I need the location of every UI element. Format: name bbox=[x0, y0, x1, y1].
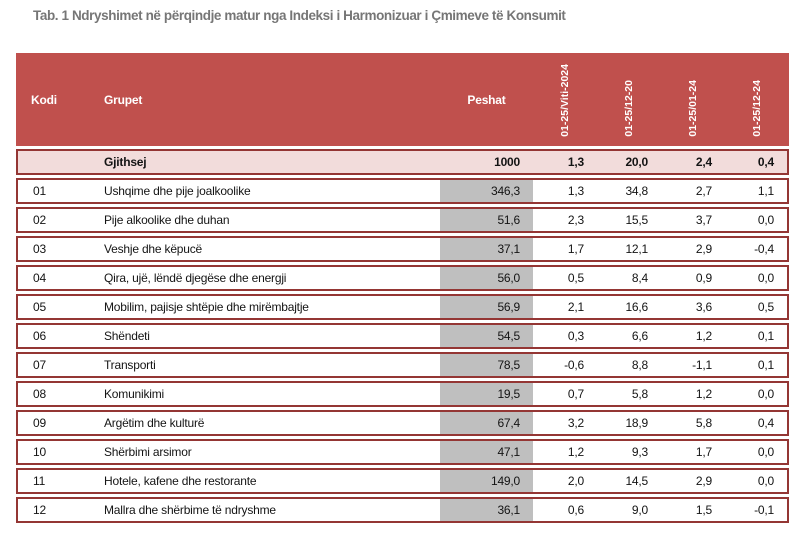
table-row bbox=[16, 439, 789, 465]
row-group: Shëndeti bbox=[100, 323, 440, 349]
header-period-3 bbox=[661, 53, 725, 146]
row-value: 1,1 bbox=[725, 178, 789, 204]
row-value: 1,5 bbox=[661, 497, 725, 523]
row-code: 02 bbox=[16, 207, 100, 233]
row-code: 04 bbox=[16, 265, 100, 291]
row-value: 20,0 bbox=[597, 149, 661, 175]
row-group: Shërbimi arsimor bbox=[100, 439, 440, 465]
row-group: Komunikimi bbox=[100, 381, 440, 407]
header-kodi: Kodi bbox=[16, 53, 100, 146]
row-value: 1,7 bbox=[661, 439, 725, 465]
row-value: 0,5 bbox=[725, 294, 789, 320]
header-period-4 bbox=[725, 53, 789, 146]
rotated-period-label: 01-25/12-20 bbox=[623, 80, 635, 137]
table-row bbox=[16, 265, 789, 291]
row-value: 0,9 bbox=[661, 265, 725, 291]
row-value: 0,4 bbox=[725, 410, 789, 436]
header-period-1 bbox=[533, 53, 597, 146]
header-period-2 bbox=[597, 53, 661, 146]
row-value: 16,6 bbox=[597, 294, 661, 320]
total-row bbox=[16, 149, 789, 175]
row-value: 0,0 bbox=[725, 207, 789, 233]
row-value: 3,6 bbox=[661, 294, 725, 320]
row-value: 5,8 bbox=[597, 381, 661, 407]
row-code: 06 bbox=[16, 323, 100, 349]
table-row bbox=[16, 468, 789, 494]
row-value: 9,3 bbox=[597, 439, 661, 465]
table-body bbox=[16, 149, 789, 523]
row-value: 34,8 bbox=[597, 178, 661, 204]
row-value: -0,4 bbox=[725, 236, 789, 262]
table-title: Tab. 1 Ndryshimet në përqindje matur nga Indeksi i Harmonizuar i Çmimeve të Konsumit bbox=[33, 8, 566, 23]
row-value: -0,1 bbox=[725, 497, 789, 523]
row-value: 2,9 bbox=[661, 236, 725, 262]
row-weight: 56,9 bbox=[440, 294, 533, 320]
row-code: 08 bbox=[16, 381, 100, 407]
table-row bbox=[16, 381, 789, 407]
rotated-period-label: 01-25/01-24 bbox=[687, 80, 699, 137]
row-group: Argëtim dhe kulturë bbox=[100, 410, 440, 436]
row-code: 07 bbox=[16, 352, 100, 378]
row-code: 11 bbox=[16, 468, 100, 494]
row-group: Mobilim, pajisje shtëpie dhe mirëmbajtje bbox=[100, 294, 440, 320]
row-weight: 1000 bbox=[440, 149, 533, 175]
row-value: 15,5 bbox=[597, 207, 661, 233]
rotated-period-label: 01-25/12-24 bbox=[751, 80, 763, 137]
table-row bbox=[16, 207, 789, 233]
row-group: Hotele, kafene dhe restorante bbox=[100, 468, 440, 494]
row-value: 0,7 bbox=[533, 381, 597, 407]
row-value: 8,4 bbox=[597, 265, 661, 291]
row-value: 0,6 bbox=[533, 497, 597, 523]
row-value: 2,4 bbox=[661, 149, 725, 175]
row-value: 5,8 bbox=[661, 410, 725, 436]
row-value: 3,2 bbox=[533, 410, 597, 436]
row-weight: 54,5 bbox=[440, 323, 533, 349]
row-group: Gjithsej bbox=[100, 149, 440, 175]
row-value: 18,9 bbox=[597, 410, 661, 436]
row-value: 2,3 bbox=[533, 207, 597, 233]
row-value: -1,1 bbox=[661, 352, 725, 378]
row-value: 1,3 bbox=[533, 149, 597, 175]
row-code bbox=[16, 149, 100, 175]
table-row bbox=[16, 352, 789, 378]
row-value: 14,5 bbox=[597, 468, 661, 494]
row-value: 2,1 bbox=[533, 294, 597, 320]
row-group: Pije alkoolike dhe duhan bbox=[100, 207, 440, 233]
table-row bbox=[16, 294, 789, 320]
row-value: 0,4 bbox=[725, 149, 789, 175]
row-value: 0,1 bbox=[725, 352, 789, 378]
table-row bbox=[16, 410, 789, 436]
table-row bbox=[16, 236, 789, 262]
row-group: Qira, ujë, lëndë djegëse dhe energji bbox=[100, 265, 440, 291]
table-header-row bbox=[16, 53, 789, 146]
row-value: 2,7 bbox=[661, 178, 725, 204]
row-value: 1,2 bbox=[661, 323, 725, 349]
hicp-table bbox=[16, 50, 789, 526]
row-group: Mallra dhe shërbime të ndryshme bbox=[100, 497, 440, 523]
row-value: -0,6 bbox=[533, 352, 597, 378]
header-peshat: Peshat bbox=[440, 53, 533, 146]
row-value: 3,7 bbox=[661, 207, 725, 233]
page bbox=[0, 8, 799, 540]
row-value: 8,8 bbox=[597, 352, 661, 378]
row-value: 0,0 bbox=[725, 381, 789, 407]
row-value: 1,2 bbox=[661, 381, 725, 407]
row-code: 10 bbox=[16, 439, 100, 465]
row-group: Ushqime dhe pije joalkoolike bbox=[100, 178, 440, 204]
row-value: 0,0 bbox=[725, 468, 789, 494]
row-code: 01 bbox=[16, 178, 100, 204]
row-value: 0,0 bbox=[725, 439, 789, 465]
row-value: 0,1 bbox=[725, 323, 789, 349]
row-value: 0,5 bbox=[533, 265, 597, 291]
row-code: 03 bbox=[16, 236, 100, 262]
table-row bbox=[16, 323, 789, 349]
row-weight: 51,6 bbox=[440, 207, 533, 233]
row-value: 2,0 bbox=[533, 468, 597, 494]
row-weight: 36,1 bbox=[440, 497, 533, 523]
row-code: 05 bbox=[16, 294, 100, 320]
row-code: 12 bbox=[16, 497, 100, 523]
row-weight: 67,4 bbox=[440, 410, 533, 436]
row-value: 12,1 bbox=[597, 236, 661, 262]
row-group: Transporti bbox=[100, 352, 440, 378]
row-value: 9,0 bbox=[597, 497, 661, 523]
rotated-period-label: 01-25/Viti-2024 bbox=[559, 64, 571, 137]
row-weight: 78,5 bbox=[440, 352, 533, 378]
row-value: 0,0 bbox=[725, 265, 789, 291]
row-code: 09 bbox=[16, 410, 100, 436]
row-weight: 346,3 bbox=[440, 178, 533, 204]
row-value: 1,2 bbox=[533, 439, 597, 465]
row-group: Veshje dhe këpucë bbox=[100, 236, 440, 262]
row-value: 2,9 bbox=[661, 468, 725, 494]
header-grupet: Grupet bbox=[100, 53, 440, 146]
row-value: 0,3 bbox=[533, 323, 597, 349]
row-value: 1,7 bbox=[533, 236, 597, 262]
row-value: 6,6 bbox=[597, 323, 661, 349]
row-value: 1,3 bbox=[533, 178, 597, 204]
table-row bbox=[16, 497, 789, 523]
row-weight: 37,1 bbox=[440, 236, 533, 262]
table-row bbox=[16, 178, 789, 204]
row-weight: 149,0 bbox=[440, 468, 533, 494]
row-weight: 56,0 bbox=[440, 265, 533, 291]
row-weight: 47,1 bbox=[440, 439, 533, 465]
row-weight: 19,5 bbox=[440, 381, 533, 407]
